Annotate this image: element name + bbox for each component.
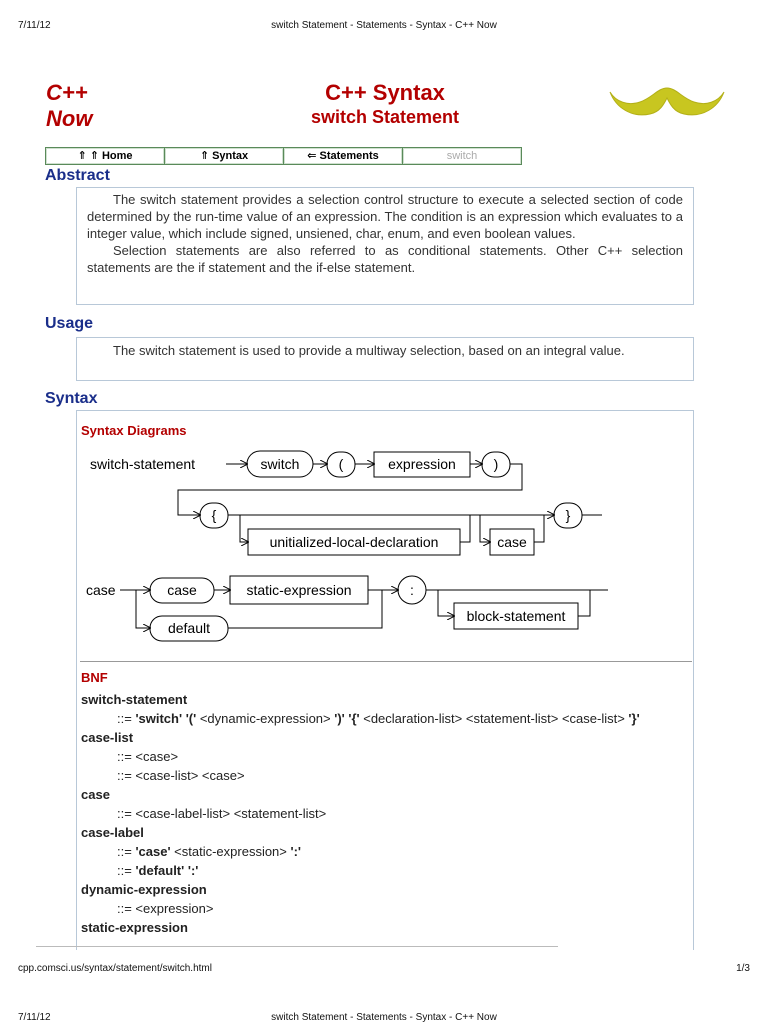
bnf-keyword: ':' bbox=[187, 863, 199, 878]
usage-box bbox=[76, 337, 694, 381]
bnf-keyword: ')' bbox=[334, 711, 345, 726]
print-page-number: 1/3 bbox=[736, 963, 750, 974]
switch-keyword-text: switch bbox=[260, 456, 300, 472]
logo-line2: Now bbox=[46, 106, 93, 131]
bnf-rule-switch-statement bbox=[81, 709, 685, 728]
syntax-heading: Syntax bbox=[45, 390, 98, 407]
rbrace-text: } bbox=[565, 507, 571, 523]
bnf-rule-dynamic-expression: ::= <expression> bbox=[117, 901, 214, 916]
case-rule-label: case bbox=[86, 582, 116, 598]
colon-text: : bbox=[410, 582, 414, 598]
nav-statements[interactable]: ⇐ Statements bbox=[283, 147, 402, 165]
bnf-rule-case-list-1: ::= <case> bbox=[117, 749, 179, 764]
bnf-rule-case-list-2: ::= <case-list> <case> bbox=[117, 768, 245, 783]
abstract-heading: Abstract bbox=[45, 167, 110, 184]
bnf-rule-case-label-1 bbox=[81, 842, 685, 861]
usage-heading: Usage bbox=[45, 315, 94, 332]
bnf-keyword: 'case' bbox=[135, 844, 171, 859]
bnf-rule-case: ::= <case-label-list> <statement-list> bbox=[117, 806, 327, 821]
bnf-divider bbox=[80, 661, 692, 662]
bnf-term-static-expression: static-expression bbox=[81, 920, 188, 935]
logo-line1: C++ bbox=[46, 80, 88, 105]
logo[interactable] bbox=[46, 80, 92, 132]
abstract-paragraph-2: Selection statements are also referred to as conditional statements. Other C++ selection statements are the if statement and the if-else statement. bbox=[87, 243, 683, 275]
bnf-keyword: 'default' bbox=[135, 863, 185, 878]
default-keyword-text: default bbox=[167, 620, 211, 636]
bnf-term-dynamic-expression: dynamic-expression bbox=[81, 882, 207, 897]
syntax-diagram bbox=[80, 442, 610, 652]
page-subtitle: switch Statement bbox=[310, 107, 460, 127]
expression-text: expression bbox=[388, 456, 456, 472]
nav-home[interactable]: ⇑ ⇑ Home bbox=[45, 147, 164, 165]
rparen-text: ) bbox=[493, 456, 499, 472]
usage-paragraph: The switch statement is used to provide a multiway selection, based on an integral value. bbox=[113, 343, 625, 358]
bnf-keyword: '{' bbox=[348, 711, 360, 726]
print-title: switch Statement - Statements - Syntax - C++ Now bbox=[271, 20, 497, 31]
case-keyword-text: case bbox=[167, 582, 197, 598]
page-bottom-rule bbox=[36, 946, 558, 947]
bnf-keyword: '(' bbox=[185, 711, 197, 726]
switch-statement-label: switch-statement bbox=[90, 456, 196, 472]
decl-text: unitialized-local-declaration bbox=[269, 534, 439, 550]
next-page-date: 7/11/12 bbox=[18, 1012, 51, 1023]
bnf-term-case: case bbox=[81, 787, 110, 802]
bnf-rule-text: <dynamic-expression> bbox=[196, 711, 335, 726]
bnf-term-case-list: case-list bbox=[81, 730, 134, 745]
bnf-rule-text: ::= bbox=[117, 711, 136, 726]
mustache-icon bbox=[606, 78, 728, 124]
abstract-box bbox=[76, 187, 694, 305]
case-ref-text: case bbox=[497, 534, 527, 550]
abstract-paragraph-1: The switch statement provides a selection control structure to execute a selected section of code determined by the run-time value of an expression. The condition is an expression which evaluates to a integer value, which include signed, unsiened, char, enum, and even boolean values. bbox=[87, 192, 683, 241]
nav-syntax[interactable]: ⇑ Syntax bbox=[164, 147, 283, 165]
lparen-text: ( bbox=[338, 456, 344, 472]
print-url: cpp.comsci.us/syntax/statement/switch.html bbox=[18, 963, 212, 974]
bnf-term-case-label: case-label bbox=[81, 825, 144, 840]
next-page-title: switch Statement - Statements - Syntax - C++ Now bbox=[271, 1012, 497, 1023]
print-date: 7/11/12 bbox=[18, 20, 51, 31]
bnf-keyword: '}' bbox=[628, 711, 640, 726]
bnf-heading: BNF bbox=[81, 670, 108, 685]
bnf-rule-text: <declaration-list> <statement-list> <case-list> bbox=[359, 711, 629, 726]
bnf-keyword: 'switch' bbox=[135, 711, 183, 726]
bnf-term-switch-statement: switch-statement bbox=[81, 692, 188, 707]
block-statement-text: block-statement bbox=[466, 608, 566, 624]
bnf-rule-text: ::= bbox=[117, 844, 136, 859]
page-title: C++ Syntax bbox=[325, 80, 445, 105]
bnf-rule-text: ::= bbox=[117, 863, 136, 878]
nav-bar bbox=[45, 147, 522, 165]
syntax-diagrams-heading: Syntax Diagrams bbox=[81, 423, 187, 438]
lbrace-text: { bbox=[211, 507, 217, 523]
bnf-list bbox=[81, 690, 685, 944]
bnf-rule-case-label-2 bbox=[81, 861, 685, 880]
static-expression-text: static-expression bbox=[246, 582, 352, 598]
bnf-keyword: ':' bbox=[290, 844, 302, 859]
bnf-rule-text: <static-expression> bbox=[170, 844, 291, 859]
nav-switch-current: switch bbox=[402, 147, 522, 165]
